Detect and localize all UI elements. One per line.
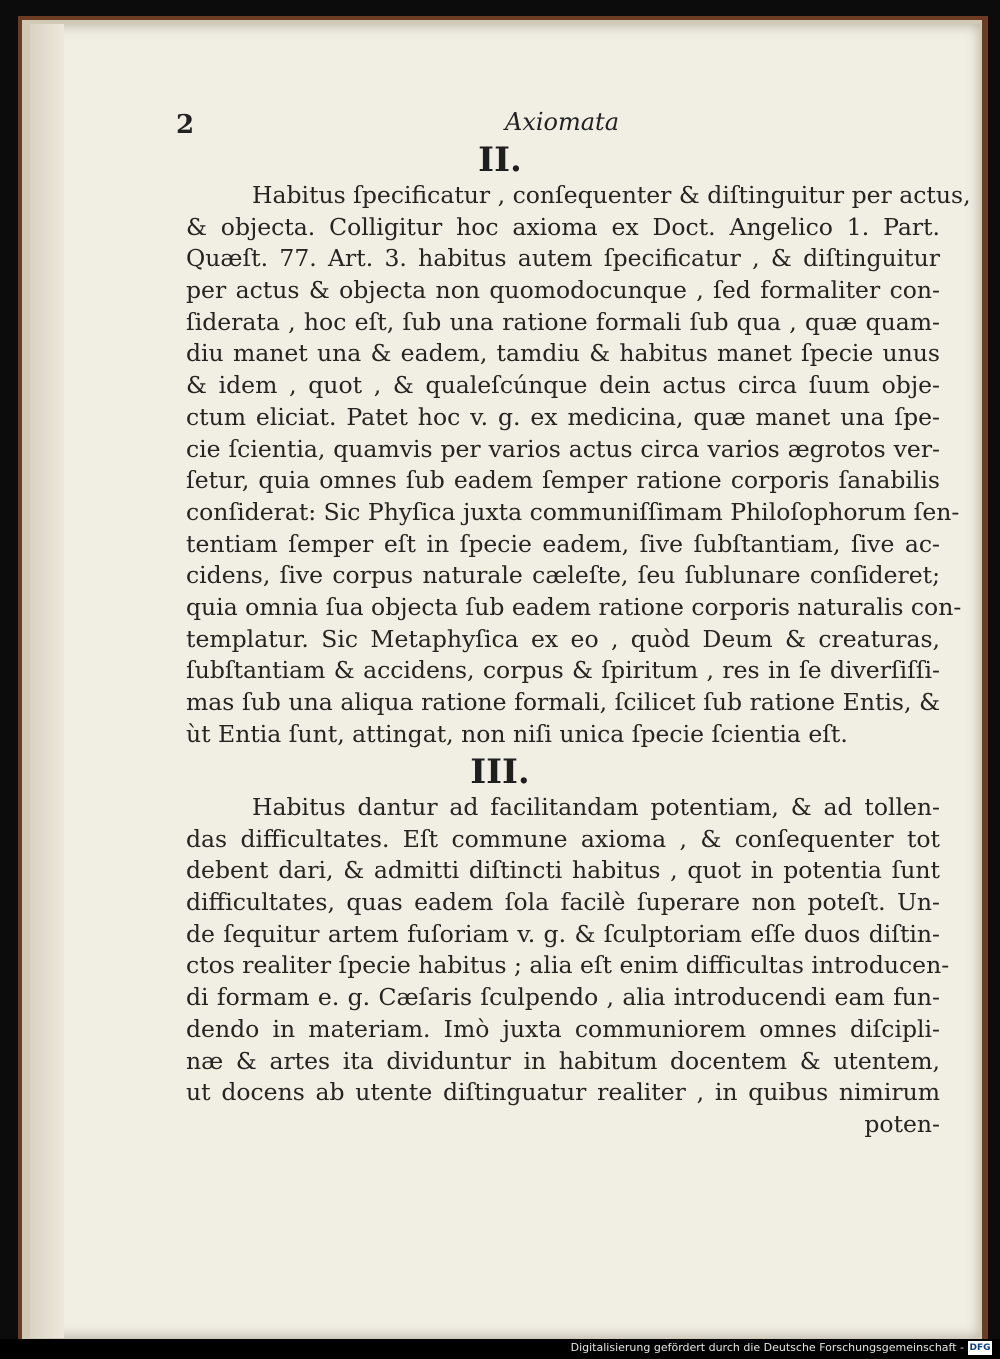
text-line: mas ſub una aliqua ratione formali, ſcilicet ſub ratione Entis, & bbox=[186, 688, 940, 716]
text-line: Quæſt. 77. Art. 3. habitus autem ſpecificatur , & diſtinguitur bbox=[186, 244, 940, 273]
text-line: tentiam ſemper eſt in ſpecie eadem, ſive ſubſtantiam, ſive ac- bbox=[186, 529, 940, 558]
section-iii-text bbox=[186, 792, 950, 1141]
text-line: quia omnia ſua objecta ſub eadem ratione corporis naturalis con- bbox=[186, 592, 962, 621]
page-gutter bbox=[30, 24, 64, 1338]
text-line: cie ſcientia, quamvis per varios actus circa varios ægrotos ver- bbox=[186, 434, 940, 463]
running-title: Axiomata bbox=[505, 108, 620, 136]
text-line: ùt Entia ſunt, attingat, non niſi unica ſpecie ſcientia eſt. bbox=[186, 719, 848, 748]
text-line: cidens, ſive corpus naturale cæleſte, ſeu ſublunare conſideret; bbox=[186, 561, 940, 590]
text-line: ſubſtantiam & accidens, corpus & ſpiritum , res in ſe diverſiſſi- bbox=[186, 656, 940, 685]
text-line: & idem , quot , & qualeſcúnque dein actus circa ſuum obje- bbox=[186, 371, 940, 400]
text-line: di formam e. g. Cæſaris ſculpendo , alia introducendi eam fun- bbox=[186, 983, 940, 1012]
text-line: de ſequitur artem fuſoriam v. g. & ſculptoriam eſſe duos diſtin- bbox=[186, 919, 940, 948]
dfg-logo-icon: DFG bbox=[969, 1343, 991, 1353]
text-line: templatur. Sic Metaphyſica ex eo , quòd Deum & creaturas, bbox=[186, 624, 940, 653]
footer-bar bbox=[0, 1339, 1000, 1359]
section-ii-text bbox=[186, 180, 971, 750]
text-line: conſiderat: Sic Phyſica juxta communiſſimam Philoſophorum ſen- bbox=[186, 497, 960, 526]
text-line: næ & artes ita dividuntur in habitum docentem & utentem, bbox=[186, 1046, 940, 1075]
running-head bbox=[0, 106, 1000, 142]
text-line: dendo in materiam. Imò juxta communiorem omnes diſcipli- bbox=[186, 1014, 940, 1043]
text-line: diu manet una & eadem, tamdiu & habitus manet ſpecie unus bbox=[186, 339, 940, 368]
text-line: poten- bbox=[864, 1109, 940, 1138]
text-line: difficultates, quas eadem ſola facilè ſuperare non poteſt. Un- bbox=[186, 888, 940, 917]
text-line: & objecta. Colligitur hoc axioma ex Doct. Angelico 1. Part. bbox=[186, 212, 940, 241]
text-line: ut docens ab utente diſtinguatur realiter , in quibus nimirum bbox=[186, 1078, 940, 1107]
section-numeral-ii: II. bbox=[478, 140, 522, 180]
text-line: per actus & objecta non quomodocunque , ſed formaliter con- bbox=[186, 276, 940, 305]
text-line: debent dari, & admitti diſtincti habitus , quot in potentia ſunt bbox=[186, 856, 940, 885]
text-line: ctum eliciat. Patet hoc v. g. ex medicina, quæ manet una ſpe- bbox=[186, 402, 940, 431]
text-line: ſetur, quia omnes ſub eadem ſemper ratione corporis ſanabilis bbox=[186, 466, 940, 495]
funding-credit: Digitalisierung gefördert durch die Deutsche Forschungsgemeinschaft - bbox=[570, 1341, 964, 1354]
text-line: das difficultates. Eſt commune axioma , & conſequenter tot bbox=[186, 824, 940, 853]
text-line: ſiderata , hoc eſt, ſub una ratione formali ſub qua , quæ quam- bbox=[186, 307, 940, 336]
page-number: 2 bbox=[176, 110, 195, 140]
text-line: ctos realiter ſpecie habitus ; alia eſt enim difficultas introducen- bbox=[186, 951, 950, 980]
section-numeral-iii: III. bbox=[470, 752, 530, 792]
text-line: Habitus dantur ad facilitandam potentiam, & ad tollen- bbox=[252, 793, 940, 821]
text-line: Habitus ſpecificatur , conſequenter & diſtinguitur per actus, bbox=[252, 181, 971, 209]
